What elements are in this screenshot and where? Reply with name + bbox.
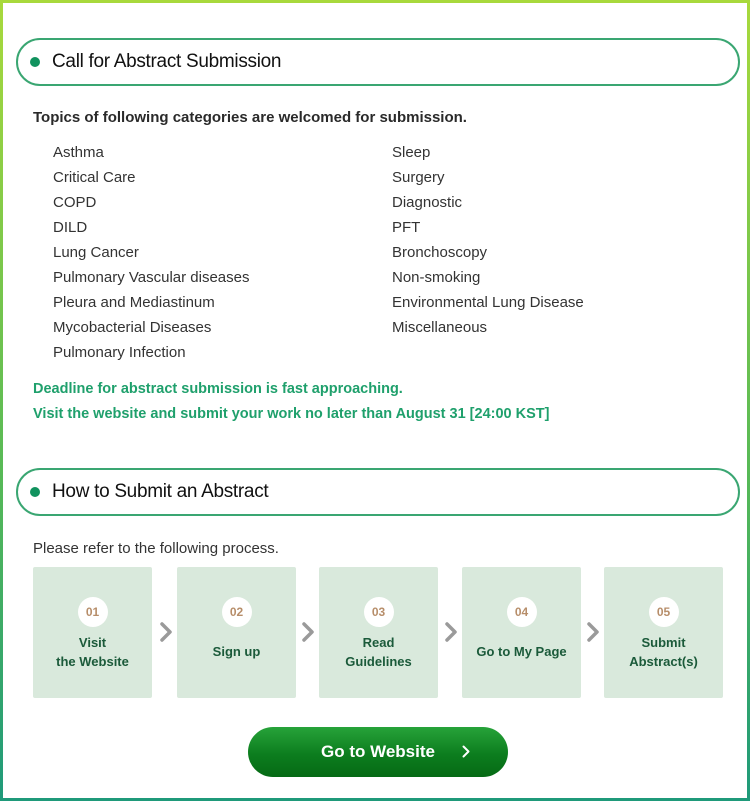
topic-item: Diagnostic <box>392 194 463 211</box>
step-go-to-my-page <box>462 567 581 698</box>
topic-item: Asthma <box>53 144 104 161</box>
deadline-notice: Deadline for abstract submission is fast approaching. <box>33 381 403 397</box>
go-to-website-label: Go to Website <box>321 742 435 761</box>
step-sign-up <box>177 567 296 698</box>
bullet-dot-icon <box>30 57 40 67</box>
step-number: 01 <box>78 597 108 627</box>
topic-item: Pleura and Mediastinum <box>53 294 215 311</box>
topic-item: Surgery <box>392 169 445 186</box>
topic-item: PFT <box>392 219 421 236</box>
section-header-how-to-submit <box>16 468 740 516</box>
topic-item: COPD <box>53 194 97 211</box>
topic-item: Lung Cancer <box>53 244 139 261</box>
chevron-right-icon <box>462 745 470 758</box>
step-number: 02 <box>222 597 252 627</box>
step-number: 05 <box>649 597 679 627</box>
step-visit-website <box>33 567 152 698</box>
process-steps <box>33 567 723 698</box>
topics-list-right <box>392 143 584 343</box>
go-to-website-button[interactable] <box>248 727 508 777</box>
section-header-call-for-abstract <box>16 38 740 86</box>
step-label: Submit Abstract(s) <box>629 634 698 669</box>
topics-list-left <box>53 143 249 368</box>
topic-item: Mycobacterial Diseases <box>53 319 212 336</box>
step-label: Read Guidelines <box>345 634 412 669</box>
topic-item: DILD <box>53 219 88 236</box>
chevron-right-icon <box>587 622 599 642</box>
bullet-dot-icon <box>30 487 40 497</box>
topic-item: Pulmonary Vascular diseases <box>53 269 250 286</box>
step-read-guidelines <box>319 567 438 698</box>
topic-item: Non-smoking <box>392 269 481 286</box>
topic-item: Miscellaneous <box>392 319 488 336</box>
topics-intro: Topics of following categories are welcomed for submission. <box>33 109 467 126</box>
process-intro: Please refer to the following process. <box>33 540 279 557</box>
step-label: Sign up <box>212 644 261 659</box>
topic-item: Environmental Lung Disease <box>392 294 584 311</box>
chevron-right-icon <box>160 622 172 642</box>
deadline-date-notice: Visit the website and submit your work no later than August 31 [24:00 KST] <box>33 406 550 422</box>
topic-item: Critical Care <box>53 169 136 186</box>
topic-item: Pulmonary Infection <box>53 344 186 361</box>
chevron-right-icon <box>445 622 457 642</box>
step-label: Go to My Page <box>476 644 567 659</box>
section-title: Call for Abstract Submission <box>52 51 282 72</box>
step-submit-abstract <box>604 567 723 698</box>
topic-item: Bronchoscopy <box>392 244 488 261</box>
step-number: 04 <box>507 597 537 627</box>
chevron-right-icon <box>302 622 314 642</box>
topic-item: Sleep <box>392 144 431 161</box>
section-title: How to Submit an Abstract <box>52 481 269 502</box>
step-number: 03 <box>364 597 394 627</box>
step-label: Visit the Website <box>56 634 129 669</box>
